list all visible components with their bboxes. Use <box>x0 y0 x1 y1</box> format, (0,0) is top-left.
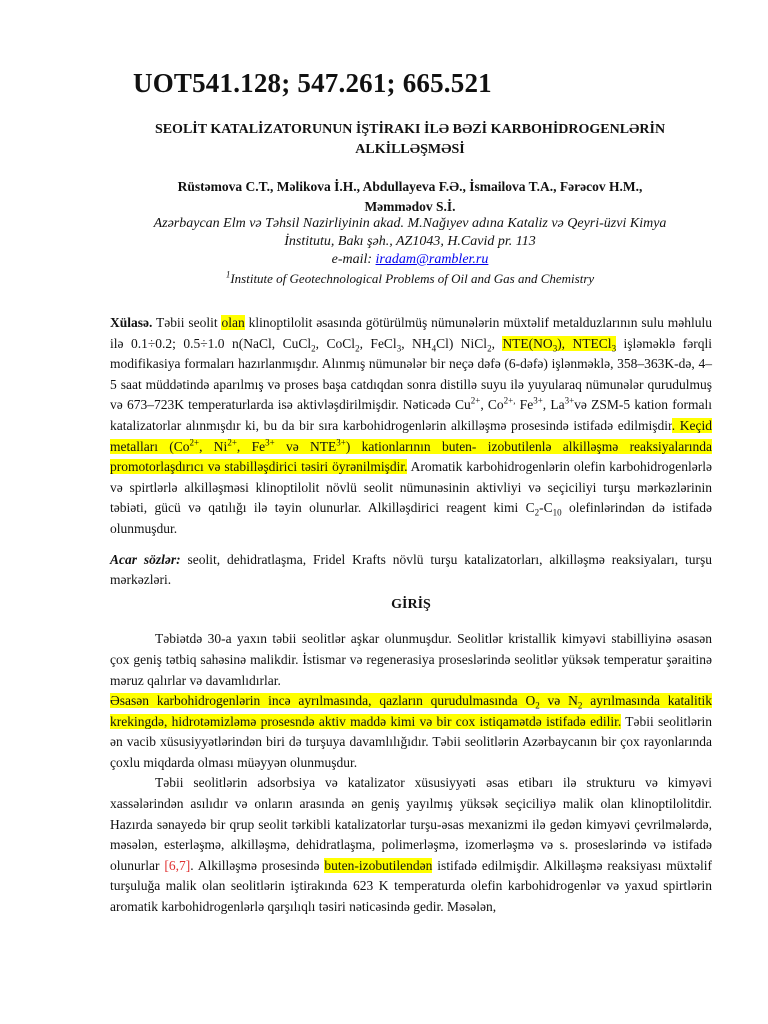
affiliation-line: Azərbaycan Elm və Təhsil Nazirliyinin akad. M.Nağıyev adına Kataliz və Qeyri-üzvi Kimya <box>153 216 667 231</box>
text-run: Təbii seolit <box>152 315 222 330</box>
text-run: NTE(NO <box>502 335 553 351</box>
text-run: Əsasən karbohidrogenlərin incə ayrılmasında, qazların qurudulmasında O <box>110 693 536 709</box>
subscript: 3 <box>552 343 558 354</box>
subscript: 2 <box>534 508 540 519</box>
subscript: 2 <box>355 343 360 354</box>
text-run: , Co <box>480 397 504 413</box>
affiliation <box>110 215 710 269</box>
affiliation-marker: 1 <box>225 269 231 280</box>
citation-link[interactable]: [6,7] <box>164 857 191 873</box>
text-run: Aromatik karbohidrogenlərin olefin karbohidrogenlərlə və spirtlərlə alkilləşməsi klinoptilolit növlü seolit nümunəsinin aktivliyi və seçiciliyi turşu mərkəzlərinin təbiəti, gücü və qatılığı ilə təyin olunurlar. Alkilləşdirici reagent kimi C <box>110 459 712 516</box>
authors <box>110 177 710 217</box>
subscript: 2 <box>487 343 492 354</box>
superscript: 3+ <box>265 437 275 448</box>
abstract-paragraph <box>110 313 712 540</box>
text-run: ) kationlarının buten- izobutilenlə alkilləşmə reaksiyalarında promotorlaşdırıcı və stabilləşdirici təsiri öyrənilmişdir. <box>110 438 713 475</box>
intro-paragraph <box>110 691 712 773</box>
text-run: və N <box>539 693 578 709</box>
authors-line: Məmmədov S.İ. <box>364 199 456 214</box>
text-run: -C <box>539 500 553 516</box>
abstract-label: Xülasə. <box>110 315 153 330</box>
text-run: olefinlərindən də istifadə olunmuşdur. <box>110 500 712 536</box>
subscript: 2 <box>311 343 316 354</box>
paper-title <box>110 120 710 160</box>
text-run: işləməklə fərqli modifikasiya formaları hazırlanmışdır. Alınmış nümunələr bir neçə dəfə (6-dəfə) işlənməklə, 358–363K-də, 4–5 saat müddətində aparılmış və proses başa catdıqdan sonra distillə suyu ilə yuyularaq nümunələr qurudulmuş və 673–723K temperaturlarda isə aktivləşdirilmişdir. Nəticədə Cu <box>110 335 713 413</box>
superscript: 2+ <box>227 437 237 448</box>
text-run: , CoCl <box>315 335 356 351</box>
superscript: 3+ <box>564 395 575 406</box>
text-run: , La <box>542 397 565 413</box>
email-label: e-mail: <box>331 252 376 267</box>
text-run: , FeCl <box>359 335 397 351</box>
affiliation-line: İnstitutu, Bakı şəh., AZ1043, H.Cavid pr. 113 <box>284 234 536 249</box>
keywords-label: Acar sözlər: <box>110 551 181 567</box>
authors-line: Rüstəmova C.T., Məlikova İ.H., Abdullayeva F.Ə., İsmailova T.A., Fərəcov H.M., <box>177 179 643 194</box>
article-body <box>110 313 712 918</box>
intro-paragraph: Təbiətdə 30-a yaxın təbii seolitlər aşkar olunmuşdur. Seolitlər kristallik kimyəvi stabilliyinə əsasən çox geniş tətbiq sahəsinə malikdir. İstismar və regenerasiya proseslərində seolitlər yüksək temperatur şəraitinə məruz qalırlar və davamlıdırlar. <box>110 631 712 688</box>
text-run: və ZSM-5 kation formalı katalizatorlar alınmışdır ki, bu da bir sıra karbohidrogenlərin alkilləşmə prosesində istifadə edilmişdir <box>110 397 712 433</box>
text-run: və NTE <box>274 438 337 454</box>
email-line <box>110 251 710 269</box>
text-run: , Ni <box>199 438 228 454</box>
text-run: Təbii seolitlərin adsorbsiya və katalizator xüsusiyyəti əsas etibarı ilə strukturu və kimyəvi xassələrindən asılıdır və onların arasında ən geniş yayılmış yüksək seçiciliyə malik olan klinoptilolitdir. Hazırda sənayedə bir qrup seolit tərkibli katalizatorlar turşu-əsas mexanizmi ilə gedən kimyəvi çevrilmələrdə, məsələn, esterləşmə, alkilləşmə, dehidratlaşma, polimerləşmə, izomerləşmə və s. proseslərində və istifadə olunurlar <box>110 775 712 873</box>
superscript: 3+ <box>533 395 543 406</box>
intro-paragraph <box>110 773 712 917</box>
keywords-paragraph <box>110 550 712 591</box>
keywords-text: seolit, dehidratlaşma, Fridel Krafts növlü turşu katalizatorları, alkilləşmə reaksiyaları, turşu mərkəzləri. <box>110 551 713 588</box>
subscript: 2 <box>577 700 583 711</box>
highlight <box>502 335 617 354</box>
email-link[interactable]: iradam@rambler.ru <box>375 252 489 267</box>
subscript: 3 <box>396 343 402 354</box>
superscript: 2+ <box>189 437 200 448</box>
subscript: 4 <box>431 343 437 354</box>
affiliation-secondary <box>110 270 710 288</box>
superscript: 2+, <box>503 395 516 406</box>
subscript: 2 <box>535 700 540 711</box>
text-run: , Fe <box>236 438 266 454</box>
text-run: Təbii seolitlərin ən vacib xüsusiyyətlərindən biri də turşuya davamlılığıdır. Təbii seolitlərin Azərbaycanın bir çox rayonlarında çoxlu miqdarda olması müəyyən olunmuşdur. <box>110 713 712 770</box>
text-run: , NH <box>401 335 432 351</box>
highlight: buten-izobutilendən <box>324 857 433 873</box>
udc-code: UOT541.128; 547.261; 665.521 <box>133 68 492 98</box>
subscript: 10 <box>552 508 562 519</box>
text-run: Cl) NiCl <box>436 335 488 351</box>
text-run: ayrılmasında katalitik krekingdə, hidrotəmizləmə prosesndə aktiv maddə kimi və bir cox istiqamətdə istifadə edilir. <box>110 693 712 729</box>
text-run: ), NTECl <box>557 335 612 351</box>
text-run: . Alkilləşmə prosesində <box>190 857 325 873</box>
subscript: 3 <box>611 343 617 354</box>
text-run: klinoptilolit əsasında götürülmüş nümunələrin müxtəlif metalduzlarının sulu məhlulu ilə 0.1÷0.2; 0.5÷1.0 n(NaCl, CuCl <box>110 315 713 351</box>
superscript: 3+ <box>336 437 346 448</box>
highlight: olan <box>221 315 245 330</box>
superscript: 2+ <box>470 395 481 406</box>
text-run: Fe <box>515 397 534 413</box>
text-run: . Keçid metalları (Co <box>110 417 712 454</box>
text-run: , <box>491 335 503 351</box>
title-line: SEOLİT KATALİZATORUNUN İŞTİRAKI İLƏ BƏZİ KARBOHİDROGENLƏRİN <box>154 122 666 137</box>
section-heading: GİRİŞ <box>391 596 431 612</box>
text-run: istifadə edilmişdir. Alkilləşmə reaksiyası müxtəlif turşuluğa malik olan seolitlərin iştirakında 623 K temperaturda olefin karbohidrogenlər və yaxud spirtlərin aromatik karbohidrogenlərlə qarşılıqlı təsiri nəticəsində gedir. Məsələn, <box>110 857 712 915</box>
title-line: ALKİLLƏŞMƏSİ <box>355 142 465 157</box>
affiliation-secondary-text: Institute of Geotechnological Problems of Oil and Gas and Chemistry <box>230 271 595 286</box>
